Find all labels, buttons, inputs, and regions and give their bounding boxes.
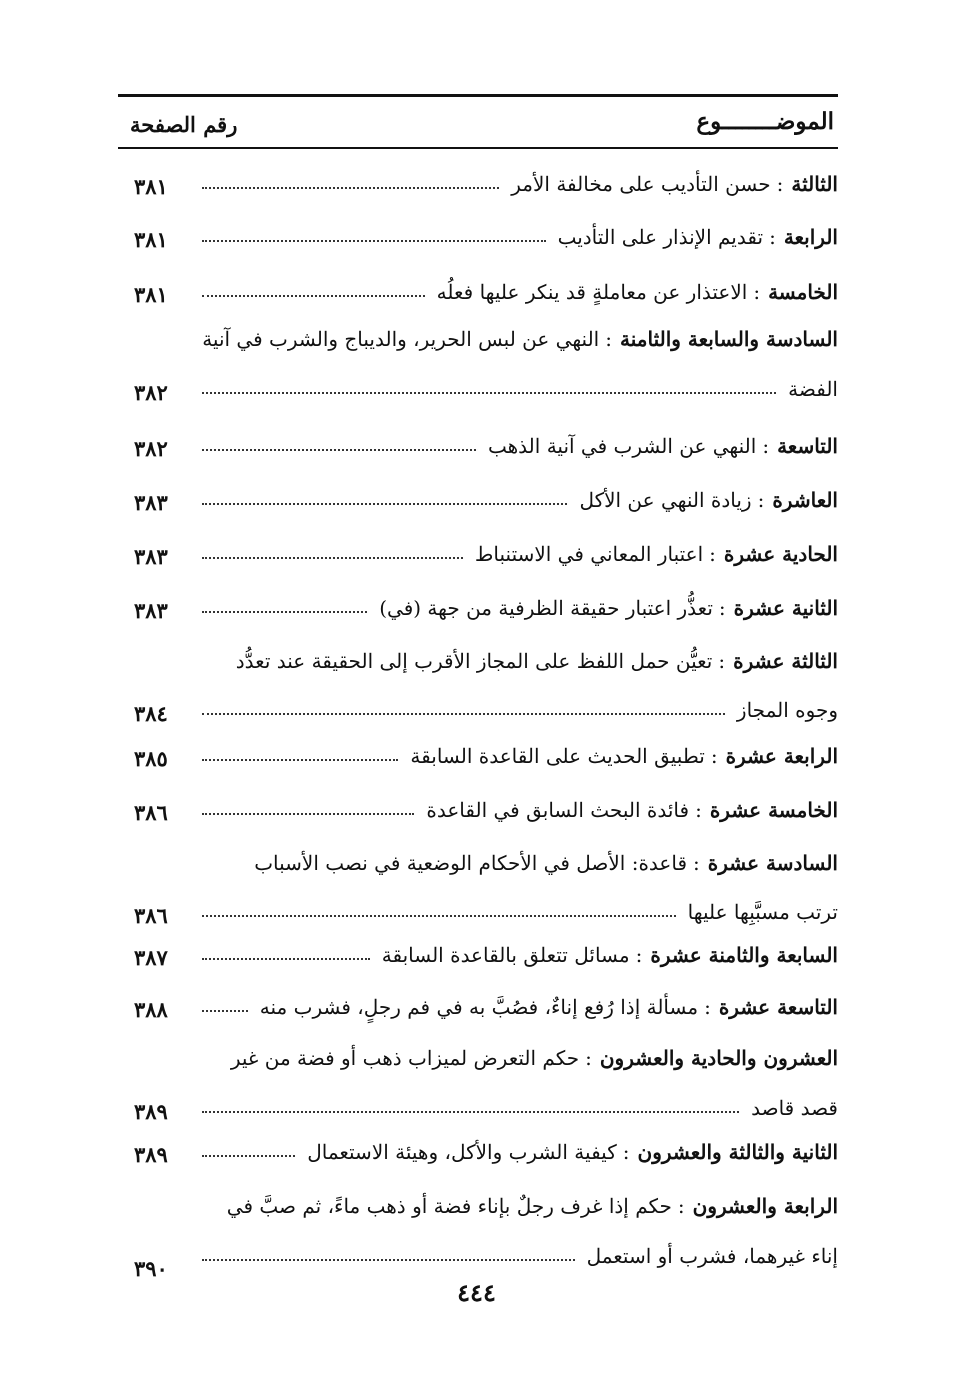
entry-title: مسائل تتعلق بالقاعدة السابقة xyxy=(381,943,630,967)
dot-leader xyxy=(202,1253,575,1261)
entry-label: التاسعة xyxy=(777,434,838,458)
entry-page-number: ٣٨٣ xyxy=(134,544,168,569)
entry-title: قصد قاصد xyxy=(751,1096,838,1120)
label-separator: : xyxy=(718,649,726,673)
entry-label: الثانية عشرة xyxy=(733,596,838,620)
entry-page-number: ٣٨٦ xyxy=(134,903,168,928)
entry-page-number: ٣٨٨ xyxy=(134,997,168,1022)
dot-leader xyxy=(202,386,776,394)
dot-leader xyxy=(202,909,676,917)
label-separator: : xyxy=(710,744,718,768)
page-column-header: رقم الصفحة xyxy=(130,112,238,137)
entry-label: الرابعة والعشرون xyxy=(692,1194,838,1218)
entry-page-number: ٣٨٧ xyxy=(134,945,168,970)
label-separator: : xyxy=(605,327,612,351)
entry-title: قاعدة: الأصل في الأحكام الوضعية في نصب الأسباب xyxy=(254,851,688,875)
header-rule xyxy=(118,147,838,149)
entry-page-number: ٣٨٣ xyxy=(134,598,168,623)
entry-page-number: ٣٨٢ xyxy=(134,380,168,405)
entry-title: كيفية الشرب والأكل، وهيئة الاستعمال xyxy=(307,1140,617,1164)
entry-title: الاعتذار عن معاملةٍ قد ينكر عليها فعلُه xyxy=(436,280,748,304)
entry-title: تعيُّن حمل اللفظ على المجاز الأقرب إلى الحقيقة عند تعدُّد xyxy=(235,649,713,673)
entry-title: إناء غيرهما، فشرب أو استعمل xyxy=(586,1244,838,1268)
entry-line xyxy=(202,1140,838,1164)
entry-title: وجوه المجاز xyxy=(736,698,838,722)
entry-label: الخامسة عشرة xyxy=(709,798,838,822)
entry-page-number: ٣٨١ xyxy=(134,282,168,307)
entry-line xyxy=(202,943,838,967)
entry-title: تعذُّر اعتبار حقيقة الظرفية من جهة (في) xyxy=(379,596,713,620)
label-separator: : xyxy=(709,542,716,566)
entry-page-number: ٣٨٣ xyxy=(134,490,168,515)
dot-leader xyxy=(202,1105,739,1113)
dot-leader xyxy=(202,289,425,297)
dot-leader xyxy=(202,753,398,761)
entry-line xyxy=(202,434,838,458)
label-separator: : xyxy=(622,1140,630,1164)
entry-page-number: ٣٨١ xyxy=(134,227,168,252)
entry-line xyxy=(202,995,838,1019)
entry-line xyxy=(202,225,838,249)
entry-title: حكم التعرض لميزاب ذهب أو فضة من غير xyxy=(230,1046,580,1070)
entry-title: حسن التأديب على مخالفة الأمر xyxy=(511,172,771,196)
entry-line xyxy=(202,798,838,822)
entry-line xyxy=(202,172,838,196)
entry-line xyxy=(202,327,838,351)
label-separator: : xyxy=(753,280,761,304)
entry-title: النهي عن لبس الحرير، والديباج والشرب في آنية xyxy=(202,327,600,351)
label-separator: : xyxy=(776,172,784,196)
top-rule xyxy=(118,94,838,97)
entry-title: حكم إذا غرف رجلٌ بإناء فضة أو ذهب ماءً، ثم صبَّ في xyxy=(226,1194,672,1218)
entry-line xyxy=(202,698,838,722)
entry-label: الخامسة xyxy=(768,280,838,304)
label-separator: : xyxy=(677,1194,685,1218)
label-separator: : xyxy=(635,943,643,967)
entry-line xyxy=(202,649,838,673)
dot-leader xyxy=(202,443,476,451)
entry-label: السادسة عشرة xyxy=(707,851,838,875)
entry-page-number: ٣٨٩ xyxy=(134,1099,168,1124)
label-separator: : xyxy=(718,596,726,620)
entry-page-number: ٣٨٢ xyxy=(134,436,168,461)
entry-title: تقديم الإنذار على التأديب xyxy=(557,225,764,249)
dot-leader xyxy=(202,1004,248,1012)
dot-leader xyxy=(202,1149,295,1157)
entry-line xyxy=(202,1046,838,1070)
label-separator: : xyxy=(695,798,702,822)
entry-title: مسألة إذا رُفع إناءٌ، فصُبَّ به في فم رجلٍ، فشرب منه xyxy=(259,995,699,1019)
dot-leader xyxy=(202,234,546,242)
topic-column-header: الموضــــــــوع xyxy=(696,108,834,135)
entry-title: اعتبار المعاني في الاستنباط xyxy=(474,542,704,566)
dot-leader xyxy=(202,952,370,960)
entry-line xyxy=(202,1096,838,1120)
entry-label: الثالثة عشرة xyxy=(733,649,838,673)
dot-leader xyxy=(202,605,367,613)
entry-label: التاسعة عشرة xyxy=(718,995,838,1019)
entry-title: تطبيق الحديث على القاعدة السابقة xyxy=(410,744,705,768)
dot-leader xyxy=(202,807,414,815)
entry-line xyxy=(202,744,838,768)
entry-label: السابعة والثامنة عشرة xyxy=(650,943,838,967)
page-number: ٤٤٤ xyxy=(457,1278,496,1307)
dot-leader xyxy=(202,181,499,189)
entry-title: ترتب مسبَّبِها عليها xyxy=(687,900,838,924)
label-separator: : xyxy=(762,434,770,458)
entry-page-number: ٣٨١ xyxy=(134,174,168,199)
entry-page-number: ٣٨٤ xyxy=(134,701,168,726)
entry-label: السادسة والسابعة والثامنة xyxy=(620,327,838,351)
entry-label: الحادية عشرة xyxy=(723,542,838,566)
entry-line xyxy=(202,542,838,566)
entry-page-number: ٣٨٥ xyxy=(134,746,168,771)
entry-title: الفضة xyxy=(788,377,838,401)
entry-label: الثالثة xyxy=(791,172,838,196)
label-separator: : xyxy=(769,225,776,249)
entry-label: العاشرة xyxy=(772,488,838,512)
entry-label: الرابعة xyxy=(783,225,838,249)
entry-page-number: ٣٨٩ xyxy=(134,1142,168,1167)
entry-title: فائدة البحث السابق في القاعدة xyxy=(426,798,690,822)
dot-leader xyxy=(202,551,463,559)
label-separator: : xyxy=(704,995,711,1019)
entry-label: العشرون والحادية والعشرون xyxy=(599,1046,838,1070)
entry-line xyxy=(202,900,838,924)
entry-title: زيادة النهي عن الأكل xyxy=(579,488,752,512)
entry-line xyxy=(202,596,838,620)
dot-leader xyxy=(202,707,725,715)
entry-label: الرابعة عشرة xyxy=(725,744,838,768)
entry-line xyxy=(202,488,838,512)
dot-leader xyxy=(202,497,567,505)
label-separator: : xyxy=(585,1046,592,1070)
label-separator: : xyxy=(693,851,700,875)
entry-label: الثانية والثالثة والعشرون xyxy=(637,1140,838,1164)
entry-line xyxy=(202,1244,838,1268)
label-separator: : xyxy=(757,488,765,512)
entry-line xyxy=(202,280,838,304)
entry-title: النهي عن الشرب في آنية الذهب xyxy=(488,434,757,458)
entry-line xyxy=(202,377,838,401)
entry-page-number: ٣٩٠ xyxy=(134,1256,168,1281)
entry-line xyxy=(202,851,838,875)
entry-page-number: ٣٨٦ xyxy=(134,800,168,825)
table-header xyxy=(118,104,838,144)
entry-line xyxy=(202,1194,838,1218)
